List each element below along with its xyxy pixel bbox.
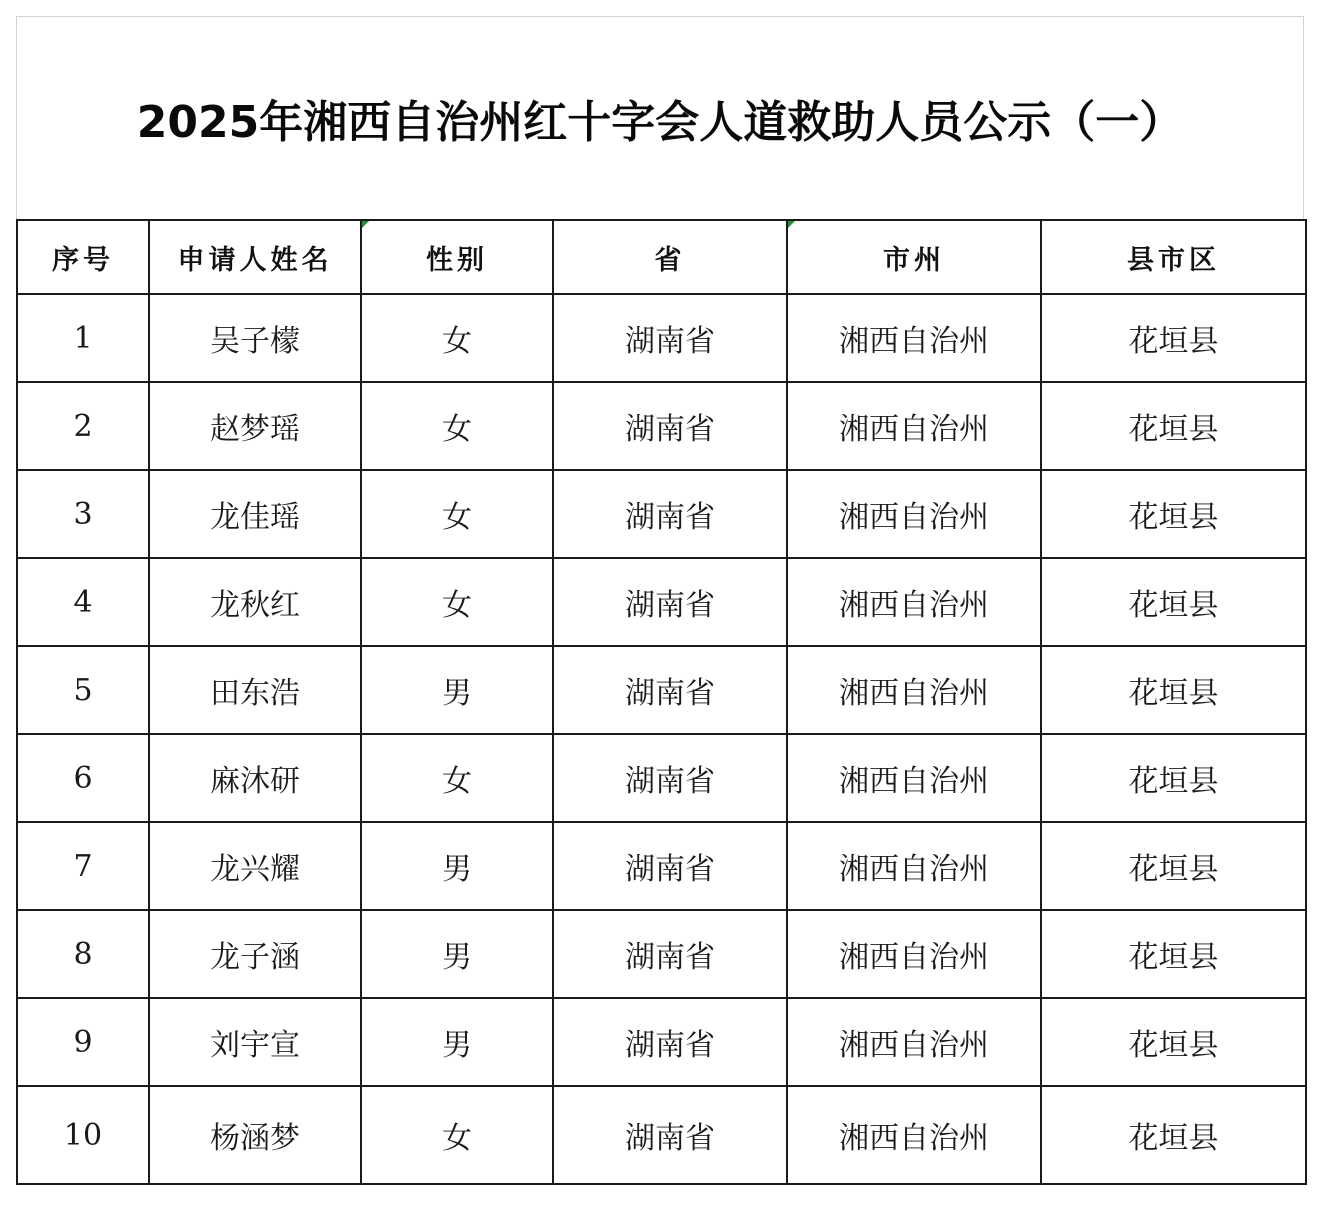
cell-index[interactable]: 1 <box>17 294 149 382</box>
cell-gender[interactable]: 男 <box>361 910 553 998</box>
cell-prefecture[interactable]: 湘西自治州 <box>787 470 1041 558</box>
cell-gender[interactable]: 男 <box>361 998 553 1086</box>
cell-province[interactable]: 湖南省 <box>553 646 787 734</box>
table-row <box>17 998 1306 1086</box>
recipients-table <box>16 219 1307 1185</box>
table-row <box>17 646 1306 734</box>
cell-province[interactable]: 湖南省 <box>553 558 787 646</box>
cell-index[interactable]: 8 <box>17 910 149 998</box>
cell-index[interactable]: 7 <box>17 822 149 910</box>
cell-prefecture[interactable]: 湘西自治州 <box>787 998 1041 1086</box>
cell-prefecture[interactable]: 湘西自治州 <box>787 822 1041 910</box>
table-row <box>17 294 1306 382</box>
table-row <box>17 910 1306 998</box>
cell-applicant-name[interactable]: 田东浩 <box>149 646 361 734</box>
table-body <box>17 294 1306 1184</box>
header-county[interactable]: 县市区 <box>1041 220 1306 294</box>
cell-applicant-name[interactable]: 刘宇宣 <box>149 998 361 1086</box>
cell-gender[interactable]: 男 <box>361 822 553 910</box>
cell-prefecture[interactable]: 湘西自治州 <box>787 1086 1041 1184</box>
cell-county[interactable]: 花垣县 <box>1041 294 1306 382</box>
cell-prefecture[interactable]: 湘西自治州 <box>787 910 1041 998</box>
cell-county[interactable]: 花垣县 <box>1041 734 1306 822</box>
header-gender-label: 性别 <box>426 244 488 276</box>
cell-province[interactable]: 湖南省 <box>553 294 787 382</box>
table-row <box>17 558 1306 646</box>
cell-note-marker-icon <box>362 221 369 228</box>
header-prefecture-label: 市州 <box>883 244 945 276</box>
cell-prefecture[interactable]: 湘西自治州 <box>787 734 1041 822</box>
cell-gender[interactable]: 女 <box>361 294 553 382</box>
cell-gender[interactable]: 女 <box>361 734 553 822</box>
cell-county[interactable]: 花垣县 <box>1041 382 1306 470</box>
cell-province[interactable]: 湖南省 <box>553 910 787 998</box>
header-prefecture[interactable] <box>787 220 1041 294</box>
header-province[interactable]: 省 <box>553 220 787 294</box>
cell-province[interactable]: 湖南省 <box>553 998 787 1086</box>
table-row <box>17 470 1306 558</box>
cell-gender[interactable]: 女 <box>361 558 553 646</box>
header-index[interactable]: 序号 <box>17 220 149 294</box>
table-row <box>17 1086 1306 1184</box>
title-cell[interactable] <box>16 16 1304 220</box>
cell-index[interactable]: 6 <box>17 734 149 822</box>
cell-gender[interactable]: 女 <box>361 470 553 558</box>
cell-index[interactable]: 2 <box>17 382 149 470</box>
cell-prefecture[interactable]: 湘西自治州 <box>787 646 1041 734</box>
cell-gender[interactable]: 女 <box>361 382 553 470</box>
cell-county[interactable]: 花垣县 <box>1041 998 1306 1086</box>
header-gender[interactable] <box>361 220 553 294</box>
cell-province[interactable]: 湖南省 <box>553 470 787 558</box>
cell-index[interactable]: 3 <box>17 470 149 558</box>
cell-index[interactable]: 9 <box>17 998 149 1086</box>
cell-prefecture[interactable]: 湘西自治州 <box>787 382 1041 470</box>
cell-gender[interactable]: 男 <box>361 646 553 734</box>
cell-applicant-name[interactable]: 吴子檬 <box>149 294 361 382</box>
cell-applicant-name[interactable]: 赵梦瑶 <box>149 382 361 470</box>
spreadsheet-sheet <box>16 16 1304 1206</box>
cell-applicant-name[interactable]: 杨涵梦 <box>149 1086 361 1184</box>
cell-county[interactable]: 花垣县 <box>1041 822 1306 910</box>
cell-gender[interactable]: 女 <box>361 1086 553 1184</box>
cell-province[interactable]: 湖南省 <box>553 734 787 822</box>
cell-county[interactable]: 花垣县 <box>1041 1086 1306 1184</box>
table-row <box>17 822 1306 910</box>
cell-prefecture[interactable]: 湘西自治州 <box>787 558 1041 646</box>
cell-province[interactable]: 湖南省 <box>553 822 787 910</box>
cell-index[interactable]: 4 <box>17 558 149 646</box>
cell-applicant-name[interactable]: 龙佳瑶 <box>149 470 361 558</box>
cell-county[interactable]: 花垣县 <box>1041 910 1306 998</box>
cell-note-marker-icon <box>788 221 795 228</box>
cell-province[interactable]: 湖南省 <box>553 1086 787 1184</box>
cell-county[interactable]: 花垣县 <box>1041 558 1306 646</box>
cell-county[interactable]: 花垣县 <box>1041 470 1306 558</box>
header-row <box>17 220 1306 294</box>
cell-applicant-name[interactable]: 龙秋红 <box>149 558 361 646</box>
table-row <box>17 382 1306 470</box>
cell-prefecture[interactable]: 湘西自治州 <box>787 294 1041 382</box>
cell-county[interactable]: 花垣县 <box>1041 646 1306 734</box>
header-applicant-name[interactable]: 申请人姓名 <box>149 220 361 294</box>
cell-applicant-name[interactable]: 龙兴耀 <box>149 822 361 910</box>
cell-index[interactable]: 5 <box>17 646 149 734</box>
cell-applicant-name[interactable]: 麻沐研 <box>149 734 361 822</box>
table-row <box>17 734 1306 822</box>
cell-index[interactable]: 10 <box>17 1086 149 1184</box>
page-title: 2025年湘西自治州红十字会人道救助人员公示（一） <box>136 96 1184 148</box>
cell-province[interactable]: 湖南省 <box>553 382 787 470</box>
cell-applicant-name[interactable]: 龙子涵 <box>149 910 361 998</box>
